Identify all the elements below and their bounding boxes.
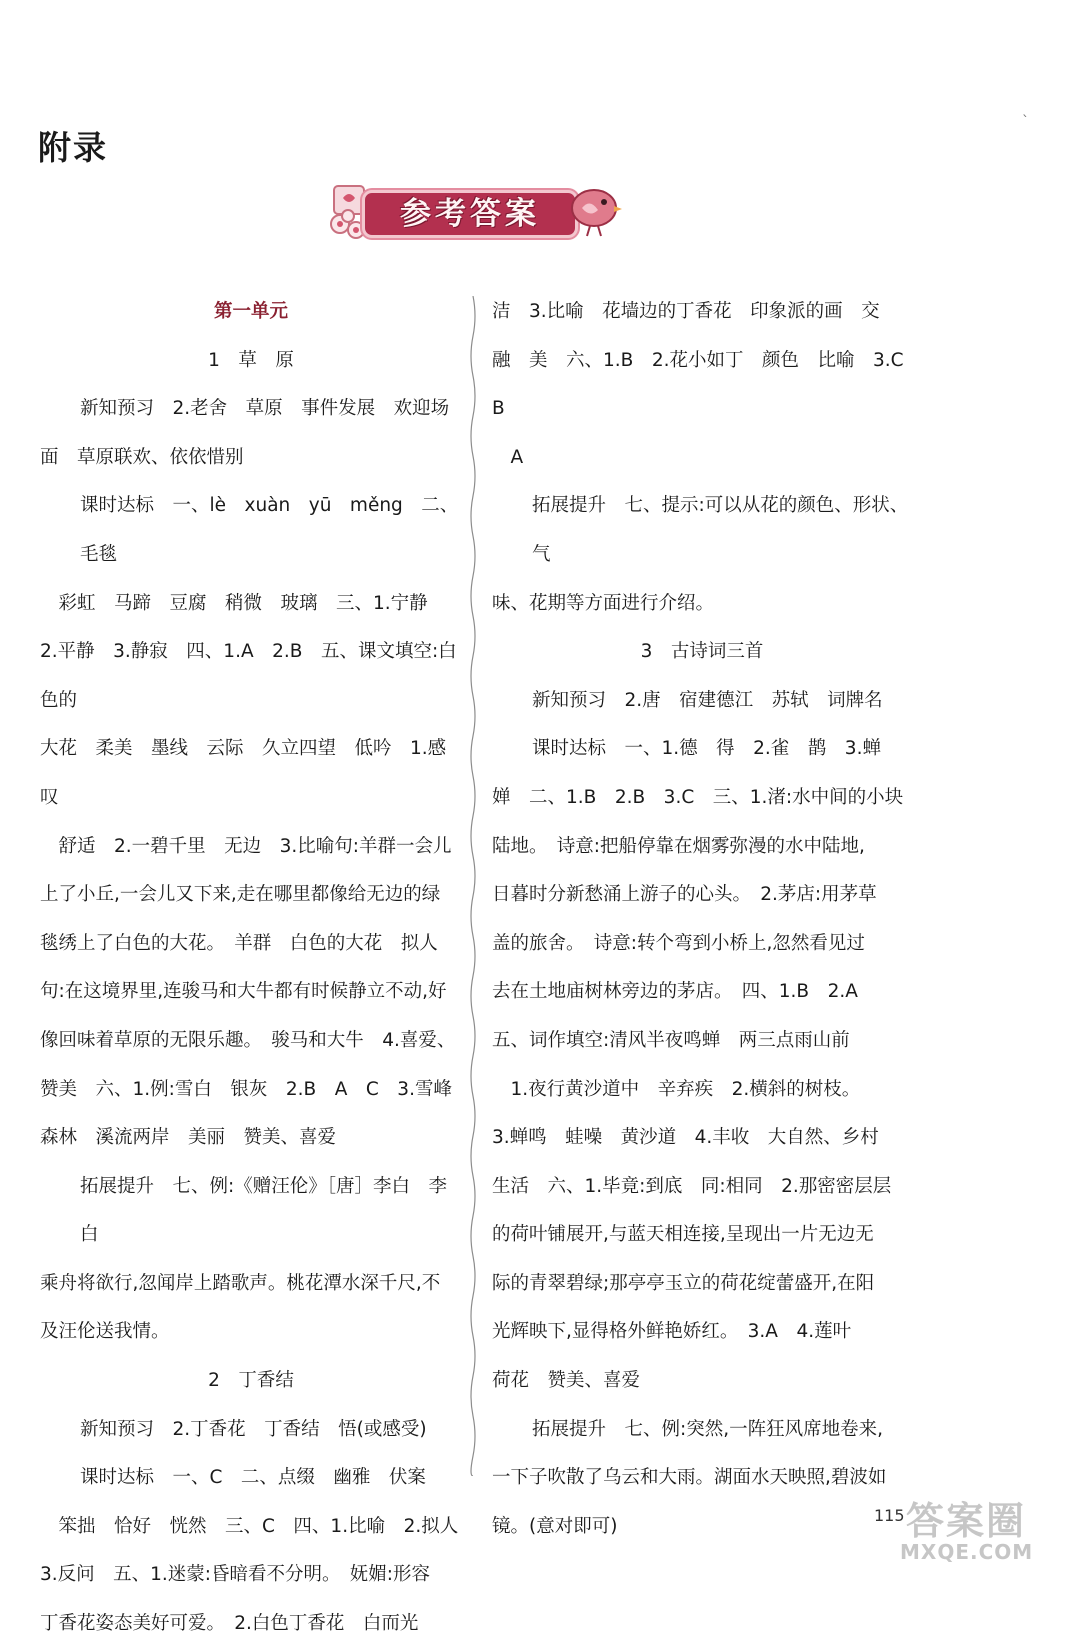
watermark-top-text: 答案圈 <box>906 1499 1027 1543</box>
answer-line: 乘舟将欲行,忽闻岸上踏歌声。桃花潭水深千尺,不 <box>40 1272 441 1294</box>
answer-line: 彩虹 马蹄 豆腐 稍微 玻璃 三、1.宁静 <box>40 592 428 614</box>
banner-ribbon <box>362 190 578 238</box>
answer-line: 融 美 六、1.B 2.花小如丁 颜色 比喻 3.C B <box>492 349 923 420</box>
answer-line: 新知预习 2.老舍 草原 事件发展 欢迎场 <box>80 398 450 420</box>
answer-line: 生活 六、1.毕竟:到底 同:相同 2.那密密层层 <box>492 1175 892 1197</box>
left-answer-column <box>40 288 462 1649</box>
answer-line: 3.蝉鸣 蛙噪 黄沙道 4.丰收 大自然、乡村 <box>492 1127 879 1149</box>
answer-line: 面 草原联欢、依依惜别 <box>40 446 244 468</box>
bird-decoration-icon <box>564 178 622 240</box>
answer-line: 洁 3.比喻 花墙边的丁香花 印象派的画 交 <box>492 301 880 322</box>
answer-line: 3.反问 五、1.迷蒙:昏暗看不分明。 妩媚:形容 <box>40 1564 431 1586</box>
answer-line: 新知预习 2.丁香花 丁香结 悟(或感受) <box>80 1418 427 1440</box>
page-number: 115 <box>874 1506 905 1525</box>
appendix-title: 附录 <box>38 128 108 167</box>
answer-line: 荷花 赞美、喜爱 <box>492 1370 641 1392</box>
answer-line: 课时达标 一、C 二、点缀 幽雅 伏案 <box>80 1467 426 1489</box>
answer-line: 及汪伦送我情。 <box>40 1321 170 1343</box>
answer-line: 际的青翠碧绿;那亭亭玉立的荷花绽蕾盛开,在阳 <box>492 1272 875 1294</box>
watermark-logo <box>900 1490 1050 1568</box>
right-answer-column <box>492 288 923 1551</box>
answer-line: 盖的旅舍。 诗意:转个弯到小桥上,忽然看见过 <box>492 932 865 954</box>
answer-line: 课时达标 一、1.德 得 2.雀 鹊 3.蝉 <box>532 738 881 760</box>
answer-line: 赞美 六、1.例:雪白 银灰 2.B A C 3.雪峰 <box>40 1078 452 1100</box>
corner-mark: ` <box>1022 114 1029 130</box>
column-divider <box>467 296 479 1476</box>
answer-line: 1.夜行黄沙道中 辛弃疾 2.横斜的树枝。 <box>492 1078 861 1100</box>
answer-line: 味、花期等方面进行介绍。 <box>492 592 715 614</box>
answer-line: 五、词作填空:清风半夜鸣蝉 两三点雨山前 <box>492 1029 850 1051</box>
reference-answers-banner <box>326 176 618 246</box>
answer-line: 丁香花姿态美好可爱。 2.白色丁香花 白而光 <box>40 1613 419 1635</box>
answer-line: 大花 柔美 墨线 云际 久立四望 低吟 1.感叹 <box>40 738 447 808</box>
lesson-heading: 1 草 原 <box>208 349 294 371</box>
answer-line: 镜。(意对即可) <box>492 1515 618 1537</box>
watermark-bottom-text: MXQE.COM <box>900 1540 1034 1564</box>
answer-line: 像回味着草原的无限乐趣。 骏马和大牛 4.喜爱、 <box>40 1029 456 1051</box>
lesson-heading: 2 丁香结 <box>208 1370 294 1392</box>
answer-line: 拓展提升 七、例:突然,一阵狂风席地卷来, <box>532 1418 883 1440</box>
answer-line: A <box>492 446 524 468</box>
answer-line: 婵 二、1.B 2.B 3.C 三、1.渚:水中间的小块 <box>492 786 904 808</box>
answer-line: 的荷叶铺展开,与蓝天相连接,呈现出一片无边无 <box>492 1224 874 1246</box>
answer-line: 课时达标 一、lè xuàn yū měng 二、毛毯 <box>80 495 459 565</box>
banner-text: 参考答案 <box>400 196 540 232</box>
unit-heading: 第一单元 <box>213 301 288 322</box>
answer-line: 拓展提升 七、例:《赠汪伦》［唐］李白 李白 <box>80 1175 447 1246</box>
answer-line: 光辉映下,显得格外鲜艳娇红。 3.A 4.莲叶 <box>492 1321 852 1343</box>
answer-line: 拓展提升 七、提示:可以从花的颜色、形状、气 <box>532 495 909 565</box>
answer-line: 句:在这境界里,连骏马和大牛都有时候静立不动,好 <box>40 981 447 1003</box>
answer-line: 毯绣上了白色的大花。 羊群 白色的大花 拟人 <box>40 932 438 954</box>
answer-line: 陆地。 诗意:把船停靠在烟雾弥漫的水中陆地, <box>492 835 865 857</box>
answer-line: 去在土地庙树林旁边的茅店。 四、1.B 2.A <box>492 981 858 1003</box>
answer-line: 上了小丘,一会儿又下来,走在哪里都像给无边的绿 <box>40 884 441 906</box>
answer-line: 一下子吹散了乌云和大雨。湖面水天映照,碧波如 <box>492 1467 887 1489</box>
answer-line: 森林 溪流两岸 美丽 赞美、喜爱 <box>40 1127 337 1149</box>
lesson-heading: 3 古诗词三首 <box>640 641 764 663</box>
answer-line: 日暮时分新愁涌上游子的心头。 2.茅店:用茅草 <box>492 884 877 906</box>
answer-line: 新知预习 2.唐 宿建德江 苏轼 词牌名 <box>532 689 883 711</box>
answer-line: 笨拙 恰好 恍然 三、C 四、1.比喻 2.拟人 <box>40 1515 459 1537</box>
answer-line: 2.平静 3.静寂 四、1.A 2.B 五、课文填空:白色的 <box>40 641 457 711</box>
answer-line: 舒适 2.一碧千里 无边 3.比喻句:羊群一会儿 <box>40 835 452 857</box>
